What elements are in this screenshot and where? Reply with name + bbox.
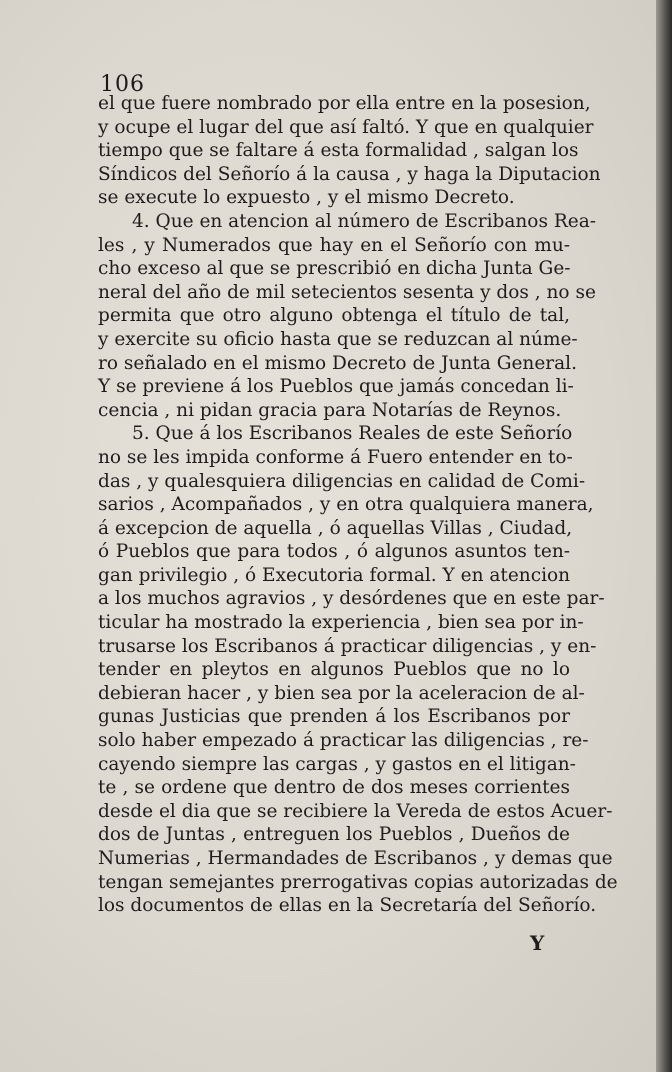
text-line: ro señalado en el mismo Decreto de Junta General. (98, 352, 577, 374)
text-line: y ocupe el lugar del que así faltó. Y que en qualquier (98, 116, 594, 138)
text-line: dos de Juntas , entreguen los Pueblos , Dueños de (98, 824, 570, 846)
text-line: tengan semejantes prerrogativas copias autorizadas de (98, 871, 618, 893)
text-line: te , se ordene que dentro de dos meses corrientes (98, 777, 570, 799)
text-line: Y se previene á los Pueblos que jamás concedan li- (98, 376, 574, 398)
paragraph-4-start: 4. Que en atencion al número de Escribanos Rea- (132, 210, 596, 232)
text-line: tiempo que se faltare á esta formalidad , salgan los (98, 140, 579, 162)
text-line: el que fuere nombrado por ella entre en la posesion, (98, 93, 591, 114)
text-line: y exercite su oficio hasta que se reduzcan al núme- (98, 328, 578, 350)
catchword: Y (530, 931, 545, 955)
text-line: desde el dia que se recibiere la Vereda de estos Acuer- (98, 800, 613, 822)
text-line: los documentos de ellas en la Secretaría del Señorío. (98, 895, 597, 917)
text-line: cho exceso al que se prescribió en dicha Junta Ge- (98, 258, 571, 280)
text-line: les , y Numerados que hay en el Señorío con mu- (98, 234, 570, 256)
text-line: sarios , Acompañados , y en otra qualquiera manera, (98, 494, 594, 516)
paragraph-5-start: 5. Que á los Escribanos Reales de este Señorío (132, 423, 573, 445)
text-line: tender en pleytos en algunos Pueblos que no lo (98, 659, 570, 681)
text-line: no se les impida conforme á Fuero entender en to- (98, 446, 573, 468)
text-line: ticular ha mostrado la experiencia , bien sea por in- (98, 612, 584, 634)
body-text (98, 92, 618, 918)
text-line: se execute lo expuesto , y el mismo Decreto. (98, 187, 515, 209)
text-line: solo haber empezado á practicar las diligencias , re- (98, 730, 589, 752)
text-line: gan privilegio , ó Executoria formal. Y en atencion (98, 564, 571, 586)
page-number: 106 (100, 72, 145, 97)
book-edge-shadow (656, 0, 672, 1072)
text-line: neral del año de mil setecientos sesenta y dos , no se (98, 281, 596, 303)
text-line: cencia , ni pidan gracia para Notarías de Reynos. (98, 399, 562, 421)
text-line: trusarse los Escribanos á practicar diligencias , y en- (98, 635, 597, 657)
text-line: permita que otro alguno obtenga el título de tal, (98, 305, 570, 327)
text-line: das , y qualesquiera diligencias en calidad de Comi- (98, 470, 586, 492)
text-line: Síndicos del Señorío á la causa , y haga la Diputacion (98, 163, 601, 185)
text-line: cayendo siempre las cargas , y gastos en el litigan- (98, 753, 576, 775)
text-line: a los muchos agravios , y desórdenes que en este par- (98, 588, 605, 610)
text-line: ó Pueblos que para todos , ó algunos asuntos ten- (98, 541, 570, 563)
text-line: Numerias , Hermandades de Escribanos , y demas que (98, 848, 613, 869)
text-line: gunas Justicias que prenden á los Escribanos por (98, 706, 570, 728)
text-line: á excepcion de aquella , ó aquellas Villas , Ciudad, (98, 517, 573, 539)
text-line: debieran hacer , y bien sea por la aceleracion de al- (98, 682, 585, 704)
